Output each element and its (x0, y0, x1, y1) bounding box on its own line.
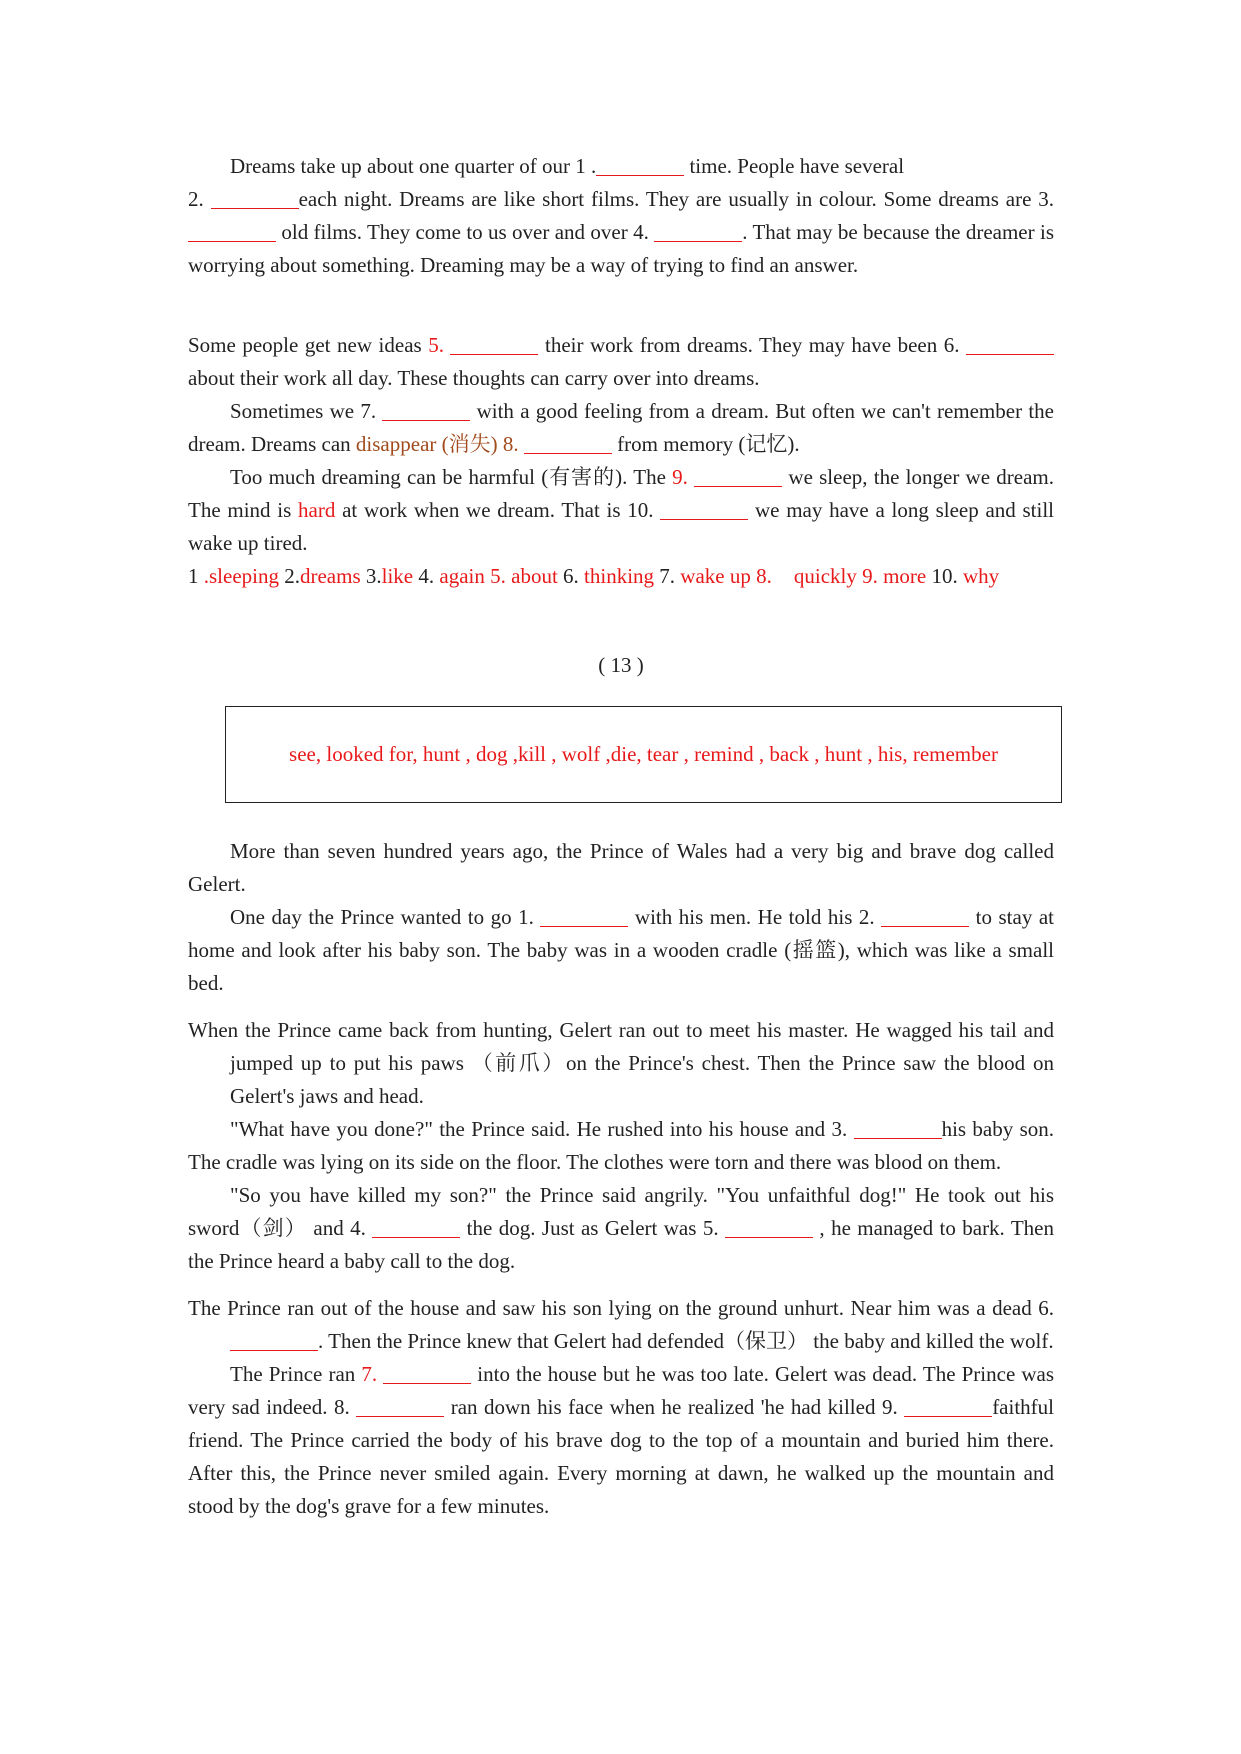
answer-key: 1 .sleeping 2.dreams 3.like 4. again 5. about 6. thinking 7. wake up 8. quickly 9. more 10. why (188, 564, 1000, 588)
answer-blank[interactable] (383, 1362, 471, 1384)
answer-blank[interactable] (904, 1395, 992, 1417)
worksheet-page (188, 150, 1054, 1523)
answer-blank[interactable] (382, 399, 470, 421)
passage13-paragraph-2: One day the Prince wanted to go 1. with his men. He told his 2. to stay at home and look after his baby son. The baby was in a wooden cradle (摇篮), which was like a small bed. (188, 905, 1054, 995)
word-box (225, 706, 1062, 803)
passage12-paragraph-3: Sometimes we 7. with a good feeling from a dream. But often we can't remember the dream. Dreams can disappear (消失) 8. from memory (记忆). (188, 399, 1054, 456)
passage13-paragraph-5: "So you have killed my son?" the Prince said angrily. "You unfaithful dog!" He took out his sword（剑） and 4. the dog. Just as Gelert was 5. , he managed to bark. Then the Prince heard a baby call to the dog. (188, 1183, 1054, 1273)
answer-blank[interactable] (660, 498, 748, 520)
passage12-paragraph-1: Dreams take up about one quarter of our 1 . time. People have several 2. each night. Dreams are like short films. They are usually in colour. Some dreams are 3. old films. They come to us over and over 4. . That may be because the dreamer is worrying about something. Dreaming may be a way of trying to find an answer. (188, 154, 1055, 277)
answer-blank[interactable] (966, 333, 1054, 355)
answer-blank[interactable] (372, 1216, 460, 1238)
answer-blank[interactable] (524, 432, 612, 454)
answer-blank[interactable] (725, 1216, 813, 1238)
passage13-paragraph-4: "What have you done?" the Prince said. He rushed into his house and 3. his baby son. The cradle was lying on its side on the floor. The clothes were torn and there was blood on them. (188, 1117, 1054, 1174)
answer-blank[interactable] (188, 220, 276, 242)
answer-blank[interactable] (654, 220, 742, 242)
passage13-paragraph-3: When the Prince came back from hunting, Gelert ran out to meet his master. He wagged his tail and jumped up to put his paws （前爪）on the Prince's chest. Then the Prince saw the blood on Gelert's jaws and head. (188, 1018, 1054, 1108)
word-box-text: see, looked for, hunt , dog ,kill , wolf ,die, tear , remind , back , hunt , his, remember (289, 742, 998, 766)
answer-blank[interactable] (596, 154, 684, 176)
answer-blank[interactable] (694, 465, 782, 487)
answer-blank[interactable] (211, 187, 299, 209)
passage12-paragraph-4: Too much dreaming can be harmful (有害的). The 9. we sleep, the longer we dream. The mind is hard at work when we dream. That is 10. we may have a long sleep and still wake up tired. (188, 465, 1055, 555)
answer-blank[interactable] (356, 1395, 444, 1417)
answer-blank[interactable] (881, 905, 969, 927)
section-number: ( 13 ) (598, 653, 644, 677)
answer-blank[interactable] (450, 333, 538, 355)
answer-blank[interactable] (540, 905, 628, 927)
passage12-paragraph-2: Some people get new ideas 5. their work from dreams. They may have been 6. about their work all day. These thoughts can carry over into dreams. (188, 329, 1054, 395)
passage13-paragraph-6: The Prince ran out of the house and saw his son lying on the ground unhurt. Near him was a dead 6. . Then the Prince knew that Gelert had defended（保卫） the baby and killed the wolf. (188, 1296, 1054, 1353)
answer-blank[interactable] (854, 1117, 942, 1139)
passage13-paragraph-7: The Prince ran 7. into the house but he was too late. Gelert was dead. The Prince was very sad indeed. 8. ran down his face when he realized 'he had killed 9. faithful friend. The Prince carried the body of his brave dog to the top of a mountain and buried him there. After this, the Prince never smiled again. Every morning at dawn, he walked up the mountain and stood by the dog's grave for a few minutes. (188, 1362, 1055, 1518)
answer-blank[interactable] (230, 1329, 318, 1351)
passage13-paragraph-1: More than seven hundred years ago, the Prince of Wales had a very big and brave dog called Gelert. (188, 839, 1054, 896)
